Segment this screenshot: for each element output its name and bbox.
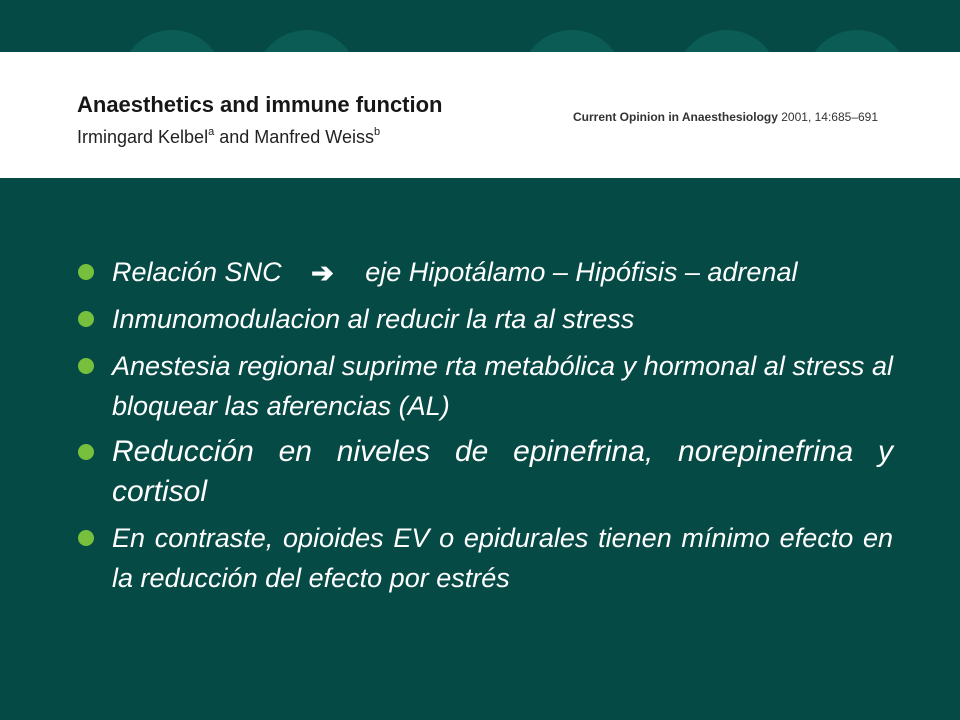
decorative-circle	[675, 30, 779, 52]
bullet-text: Anestesia regional suprime rta metabólica y hormonal al stress al bloquear las aferencias (AL)	[112, 351, 893, 421]
author-affiliation-marker: b	[373, 126, 381, 138]
article-title: Anaesthetics and immune function	[77, 92, 443, 117]
bullet-text: Reducción en niveles de epinefrina, norepinefrina y cortisol	[112, 435, 893, 508]
author-name: Irmingard Kelbel	[77, 127, 209, 147]
decorative-circle	[805, 30, 909, 52]
bullet-text-after-arrow: eje Hipotálamo – Hipófisis – adrenal	[365, 257, 798, 287]
bullet-item	[75, 299, 893, 339]
bullet-dot-icon	[78, 444, 94, 460]
bullet-dot-icon	[78, 530, 94, 546]
decorative-top-strip	[0, 0, 960, 52]
author-name: Manfred Weiss	[254, 127, 374, 147]
journal-volume-pages: 2001, 14:685–691	[781, 110, 879, 124]
bullet-item	[75, 346, 893, 426]
bullet-dot-icon	[78, 358, 94, 374]
right-arrow-icon: ➔	[311, 258, 334, 288]
author-connector: and	[219, 127, 250, 147]
decorative-circle	[120, 30, 224, 52]
decorative-circle	[255, 30, 359, 52]
bullet-text-before-arrow: Relación SNC	[112, 257, 282, 287]
bullet-list	[75, 252, 893, 598]
journal-name: Current Opinion in Anaesthesiology	[573, 110, 778, 124]
author-affiliation-marker: a	[208, 126, 215, 138]
decorative-circle	[520, 30, 624, 52]
bullet-text: En contraste, opioides EV o epidurales tienen mínimo efecto en la reducción del efecto por estrés	[112, 523, 893, 593]
bullet-text: Inmunomodulacion al reducir la rta al stress	[112, 304, 635, 334]
bullet-dot-icon	[78, 264, 94, 280]
bullet-dot-icon	[78, 311, 94, 327]
bullet-item	[75, 252, 893, 292]
journal-citation	[573, 109, 878, 125]
article-authors	[77, 126, 380, 148]
bullet-item	[75, 518, 893, 598]
bullet-item	[75, 432, 893, 512]
